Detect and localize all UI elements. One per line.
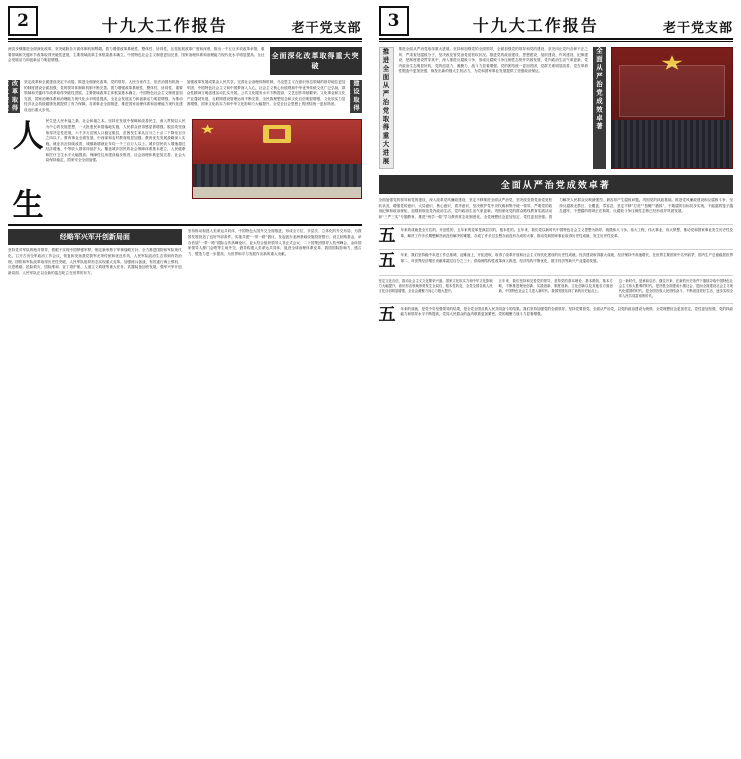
- three-column-block: [379, 275, 734, 299]
- big-char-2: 生: [7, 188, 43, 220]
- vertical-banner-label: 全面深化改革取得重大突破: [1, 80, 28, 113]
- section-body: 全面加强党的领导和党的建设，深入改革党风廉政建设，坚定不移推进全面从严治党，坚决改变管党治党宽松软状况，增强党的意识、大局意识、核心意识、看齐意识，坚决维护党中央权威和集中统一领导，严明党的政治纪律和政治规矩，加强和规范党内政治生活，党内政治生活气象更新。巩固深化党的群众路线教育实践活动和“三严三实”专题教育，推进“两学一做”学习教育常态化制度化，全党理想信念更加坚定、党性更加坚强。着力解决人民群众反映最强烈、最容易产生腐败问题。巩固党的执政基础。推进党风廉政建设和反腐败斗争，坚持反腐败无禁区、全覆盖、零容忍，坚定不移“打虎”“拍蝇”“猎狐”，不敢腐的目标初步实现，不能腐的笼子越扎越牢，不想腐的堤坝正在构筑，反腐败斗争压倒性态势已经形成并巩固发展。: [379, 198, 734, 220]
- photo-hall: [619, 65, 725, 117]
- party-emblem-icon: [263, 125, 291, 143]
- bottom-left-title: 经略军兴军开创新局面: [8, 229, 182, 245]
- vertical-banner-left: [379, 47, 394, 169]
- vertical-banner-left-label: 推进全面从严治党取得重大进展: [382, 48, 391, 168]
- page-subtitle-right: 老干党支部: [663, 17, 733, 36]
- vertical-banner-culture: [350, 80, 362, 113]
- item-number-1: 五: [379, 228, 397, 245]
- item-number-3: 五: [379, 307, 397, 324]
- photo-podium: [193, 187, 361, 198]
- feature-big-character: [8, 119, 40, 220]
- vertical-banner-deepen-reform: [8, 80, 20, 113]
- feature-block: [8, 119, 362, 220]
- divider-right: [379, 41, 734, 42]
- page-title-right: 十九大工作报告: [415, 13, 657, 36]
- bottom-left-text: 坚持党对军队的绝对领导，着眼于实现中国梦强军梦，制定新形势下军事战略方针，全力推进国防和军队现代化。召开古田全军政治工作会议，恢复和发扬我党我军光荣传统和优良作风，人民军队政治生态得到有效治理。国防和军队改革取得历史性突破，人民军队组织形态实现重大变革。加强练兵备战，有效遂行海上维权、反恐维稳、抢险救灾、国际维和、亚丁湾护航、人道主义救援等重大任务，武器装备加快发展，强军兴军开创新局面，人民军队正以全新的姿态屹立在世界的东方。: [8, 248, 182, 276]
- bottom-left-column: [8, 229, 182, 276]
- three-col-text-3: 这一新时代，是承前启后、继往开来、在新的历史条件下继续夺取中国特色社会主义伟大胜利的时代，是决胜全面建成小康社会、进而全面建设社会主义现代化强国的时代，是全国各族人民团结奋斗、不断创造美好生活、逐步实现全体人民共同富裕的时代。: [619, 279, 733, 299]
- four-column-block: [8, 80, 362, 113]
- congress-photo-right: [611, 47, 733, 169]
- column-text-1: 坚定改革和全面建设决定不动摇，推进全面深化改革，党的领导、人民当家作主、依法治国有机统一的制度建设全面加强，党的领导体制和机制不断完善。着力增强改革系统性、整体性、协同性，重要领域和关键环节改革取得突破性进展，主要领域改革主体框架基本确立，中国特色社会主义制度更加完善，国家治理体系和治理能力现代化水平明显提高，全社会发展活力和创新活力明显增强，为推动经济社会持续健康发展提供了有力保障。各项事业全面推进，推进国家治理体系和治理能力现代化建设迈出重大步伐。: [24, 80, 183, 113]
- congress-photo: [192, 119, 362, 199]
- page-subtitle: 老干党支部: [291, 17, 361, 36]
- three-col-text-2: 五年来，我们坚持和完善党的领导，坚持党的基本理论、基本路线、基本方略，不断推进理论创新、实践创新、制度创新、文化创新以及其他各方面创新，中国特色社会主义进入新时代，我国发展站到了新的历史起点上。: [499, 279, 613, 294]
- numbered-item-2: [379, 249, 734, 270]
- numbered-item-1: [379, 224, 734, 245]
- right-top-section: [379, 47, 734, 169]
- feature-paragraph: 民生是人民幸福之基、社会和谐之本。坚持在发展中保障和改善民生，深入贯彻以人民为中心的发展思想，一大批惠民举措落地实施，人民群众获得感显著增强。脱贫攻坚战取得决定性进展，六千多万贫困人口稳定脱贫，贫困发生率从百分之十点二下降至百分之四以下。教育事业全面发展，中西部和农村教育明显加强，教育优先发展战略深入实施。就业状况持续改善，城镇新增就业年均一千三百万人以上。城乡居民收入增速超过经济增速，中等收入群体持续扩大。覆盖城乡居民的社会保障体系基本建立，人民健康和医疗卫生水平大幅提高，保障性住房建设稳步推进，社会治理体系更加完善，社会大局保持稳定，国家安全全面加强。: [46, 119, 186, 220]
- star-icon: [201, 124, 215, 134]
- bottom-right-column: [188, 229, 362, 276]
- numbered-item-3: [379, 303, 734, 324]
- lead-banner: [270, 47, 362, 75]
- item-text-1: 年来的成就是全方位的、开创性的，五年来的变革是深层次的、根本性的。五年来，我们党以新时代中国特色社会主义思想为指导，统揽伟大斗争、伟大工程、伟大事业、伟大梦想，推动党和国家事业发生历史性变革，解决了许多长期想解决而没有解决的难题，办成了许多过去想办而没有办成的大事，推动党和国家事业取得历史性成就、发生历史性变革。: [401, 228, 734, 245]
- page-number: 2: [8, 6, 38, 36]
- page-title: 十九大工作报告: [44, 13, 285, 36]
- lead-banner-label: 全面深化改革取得重大突破: [270, 47, 362, 75]
- bottom-right-text: 坚持推动构建人类命运共同体，中国特色大国外交全面推进，形成全方位、多层次、立体化的外交布局，为我国发展营造了良好外部条件。实施共建“一带一路”倡议，发起创办亚洲基础设施投资银行，设立丝路基金，举办首届“一带一路”国际合作高峰论坛、亚太经合组织领导人非正式会议、二十国集团领导人杭州峰会、金砖国家领导人厦门会晤等主场外交，倡导构建人类命运共同体，促进全球治理体系变革，我国国际影响力、感召力、塑造力进一步提高，为世界和平与发展作出新的重大贡献。: [188, 229, 362, 257]
- divider-2: [8, 224, 362, 226]
- lead-section: [8, 47, 362, 75]
- photo-crowd: [612, 120, 732, 168]
- vertical-banner-right: [593, 47, 606, 169]
- three-col-text-1: 坚定文化自信，推动社会主义文化繁荣兴盛。国家文化软实力和中华文化影响力大幅提升，意识形态领域形势发生全局性、根本性转变，全党全国各族人民文化自信明显增强，全社会凝聚力向心力极大提升。: [379, 279, 493, 294]
- left-page: [0, 0, 371, 516]
- page-number-right: 3: [379, 6, 409, 36]
- item-number-2: 五: [379, 253, 397, 270]
- right-top-text: 推进全面从严治党取得重大进展，坚持和加强党的全面领导，全面加强党的领导和党的建设、坚决纠正党内各种不正之风、严肃查处腐败分子，坚决改变管党治党宽松软状况。推进党的政治建设、思想建设、组织建设、作风建设、纪律建设，把制度建设贯穿其中，深入推进反腐败斗争，形成反腐败斗争压倒性态势并巩固发展，党内政治生活气象更新，党内政治生态明显好转，党的创造力、凝聚力、战斗力显著增强，党的团结统一更加巩固，党群关系明显改善，党在革命性锻造中更加坚强，焕发出新的强大生机活力，为党和国家事业发展提供了坚强政治保证。: [399, 47, 589, 169]
- vertical-banner-right-label: 全面从严治党成效卓著: [595, 47, 604, 169]
- lead-paragraph: 两页步骤推进全面深化改革。坚决破除各方面体制机制弊端。着力增强改革系统性、整体性、协同性，压茬拓展改革广度和深度，推出一千五百多项改革举措，重要领域和关键环节改革取得突破性进展，主要领域改革主体框架基本确立，中国特色社会主义制度更加完善，国家治理体系和治理能力现代化水平明显提高。全社会发展活力和创新活力明显增强。: [8, 47, 265, 75]
- item-text-2: 年来，我们坚持稳中求进工作总基调，迎难而上，开拓进取，取得了改革开放和社会主义现代化建设的历史性成就。经济建设取得重大成就，经济保持中高速增长，在世界主要国家中名列前茅，国内生产总值稳居世界第二，对世界经济增长贡献率超过百分之三十。供给侧结构性改革深入推进，经济结构不断优化，数字经济等新兴产业蓬勃发展。: [401, 253, 734, 270]
- left-masthead: [8, 6, 362, 40]
- column-text-2: 加强改革发展成果由人民共享，完善社会治理体制机制。马克思主义在意识形态领域的指导地位更加牢固，中国特色社会主义和中国梦深入人心，社会主义核心价值观和中华优秀传统文化广泛弘扬，群众性精神文明创建活动扎实开展。公共文化服务水平不断提高，文艺创作持续繁荣，文化事业和文化产业蓬勃发展，互联网建设管理运用不断完善，全民族理想信念和文化自信明显增强，文化软实力显著增强，国家文化软实力和中华文化影响力大幅提升，全党全社会思想上的团结统一更加巩固。: [187, 80, 346, 113]
- item-text-3: 年来的成就，是党中央坚强领导的结果，是全党全国各族人民共同奋斗的结果。我们坚持加强党的全面领导，坚持党要管党、全面从严治党，以党的政治建设为统领，全党理想信念更加坚定，党性更加坚强，党的执政能力和领导水平不断提高，党同人民群众的血肉联系更加紧密，党的凝聚力战斗力显著增强。: [401, 307, 734, 324]
- right-page: [371, 0, 741, 516]
- section-title: 全面从严治党成效卓著: [379, 175, 734, 194]
- vertical-banner-label-2: 思想文化建设取得重大进展: [342, 80, 369, 113]
- right-masthead: [379, 6, 734, 40]
- divider: [8, 41, 362, 42]
- bottom-section: [8, 229, 362, 276]
- big-char-1: 人: [7, 119, 43, 151]
